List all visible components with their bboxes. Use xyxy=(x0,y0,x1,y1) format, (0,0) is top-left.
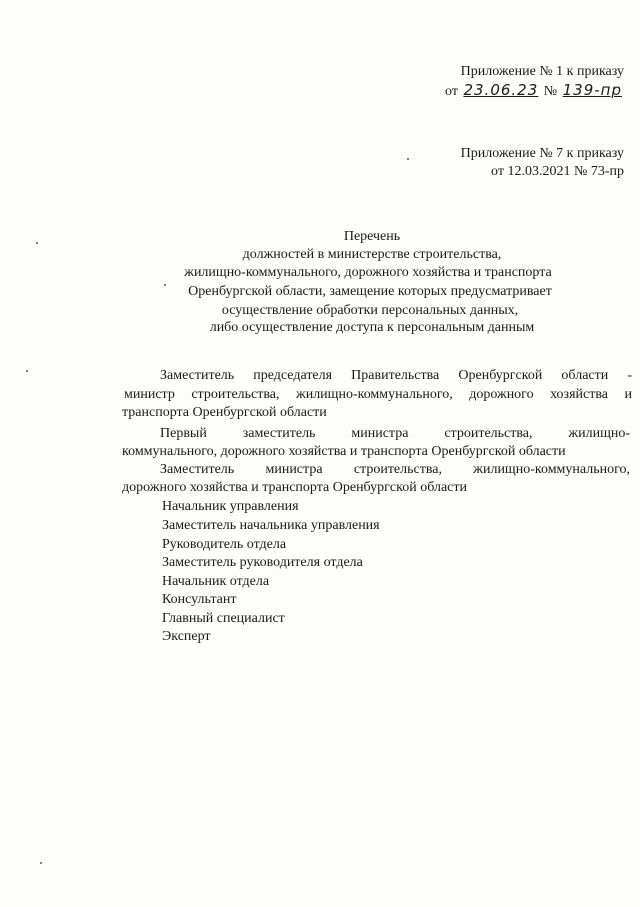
title-line: осуществление обработки персональных данных, xyxy=(221,303,519,318)
position-item: Главный специалист xyxy=(162,611,285,626)
annex1-handwritten-date: 23.06.23 xyxy=(463,81,539,99)
position-line: дорожного хозяйства и транспорта Оренбургской области xyxy=(122,480,467,495)
title-line: либо осуществление доступа к персональным данным xyxy=(209,320,535,335)
position-line: коммунального, дорожного хозяйства и транспорта Оренбургской области xyxy=(122,444,566,459)
annex1-reference xyxy=(445,82,624,100)
annex1-title: Приложение № 1 к приказу xyxy=(460,64,624,79)
annex1-number-sign: № xyxy=(543,84,558,99)
scan-speck xyxy=(40,862,42,864)
annex7-title: Приложение № 7 к приказу xyxy=(460,146,624,161)
position-item: Эксперт xyxy=(162,629,211,644)
position-item: Заместитель руководителя отдела xyxy=(162,555,363,570)
title-line: Оренбургской области, замещение которых предусматривает xyxy=(188,284,552,299)
position-item: Начальник управления xyxy=(162,499,299,514)
title-line: жилищно-коммунального, дорожного хозяйства и транспорта xyxy=(184,265,552,280)
position-line: министр строительства, жилищно-коммунального, дорожного хозяйства и xyxy=(124,387,632,402)
annex1-prefix: от xyxy=(445,84,458,99)
position-line: Заместитель министра строительства, жилищно-коммунального, xyxy=(160,462,630,477)
position-item: Начальник отдела xyxy=(162,574,270,589)
position-item: Консультант xyxy=(162,592,237,607)
position-item: Руководитель отдела xyxy=(162,537,287,552)
title-heading: Перечень xyxy=(343,229,401,244)
title-line: должностей в министерстве строительства, xyxy=(242,247,502,262)
scan-speck xyxy=(164,284,166,286)
annex1-handwritten-number: 139-пр xyxy=(562,81,622,99)
scan-speck xyxy=(36,242,38,244)
scan-speck xyxy=(407,158,409,160)
position-line: Первый заместитель министра строительства, жилищно- xyxy=(160,426,630,441)
annex7-reference: от 12.03.2021 № 73-пр xyxy=(491,164,624,179)
scan-speck xyxy=(26,370,28,372)
position-item: Заместитель начальника управления xyxy=(162,518,380,533)
position-line: Заместитель председателя Правительства Оренбургской области - xyxy=(160,368,632,383)
position-line: транспорта Оренбургской области xyxy=(122,405,327,420)
